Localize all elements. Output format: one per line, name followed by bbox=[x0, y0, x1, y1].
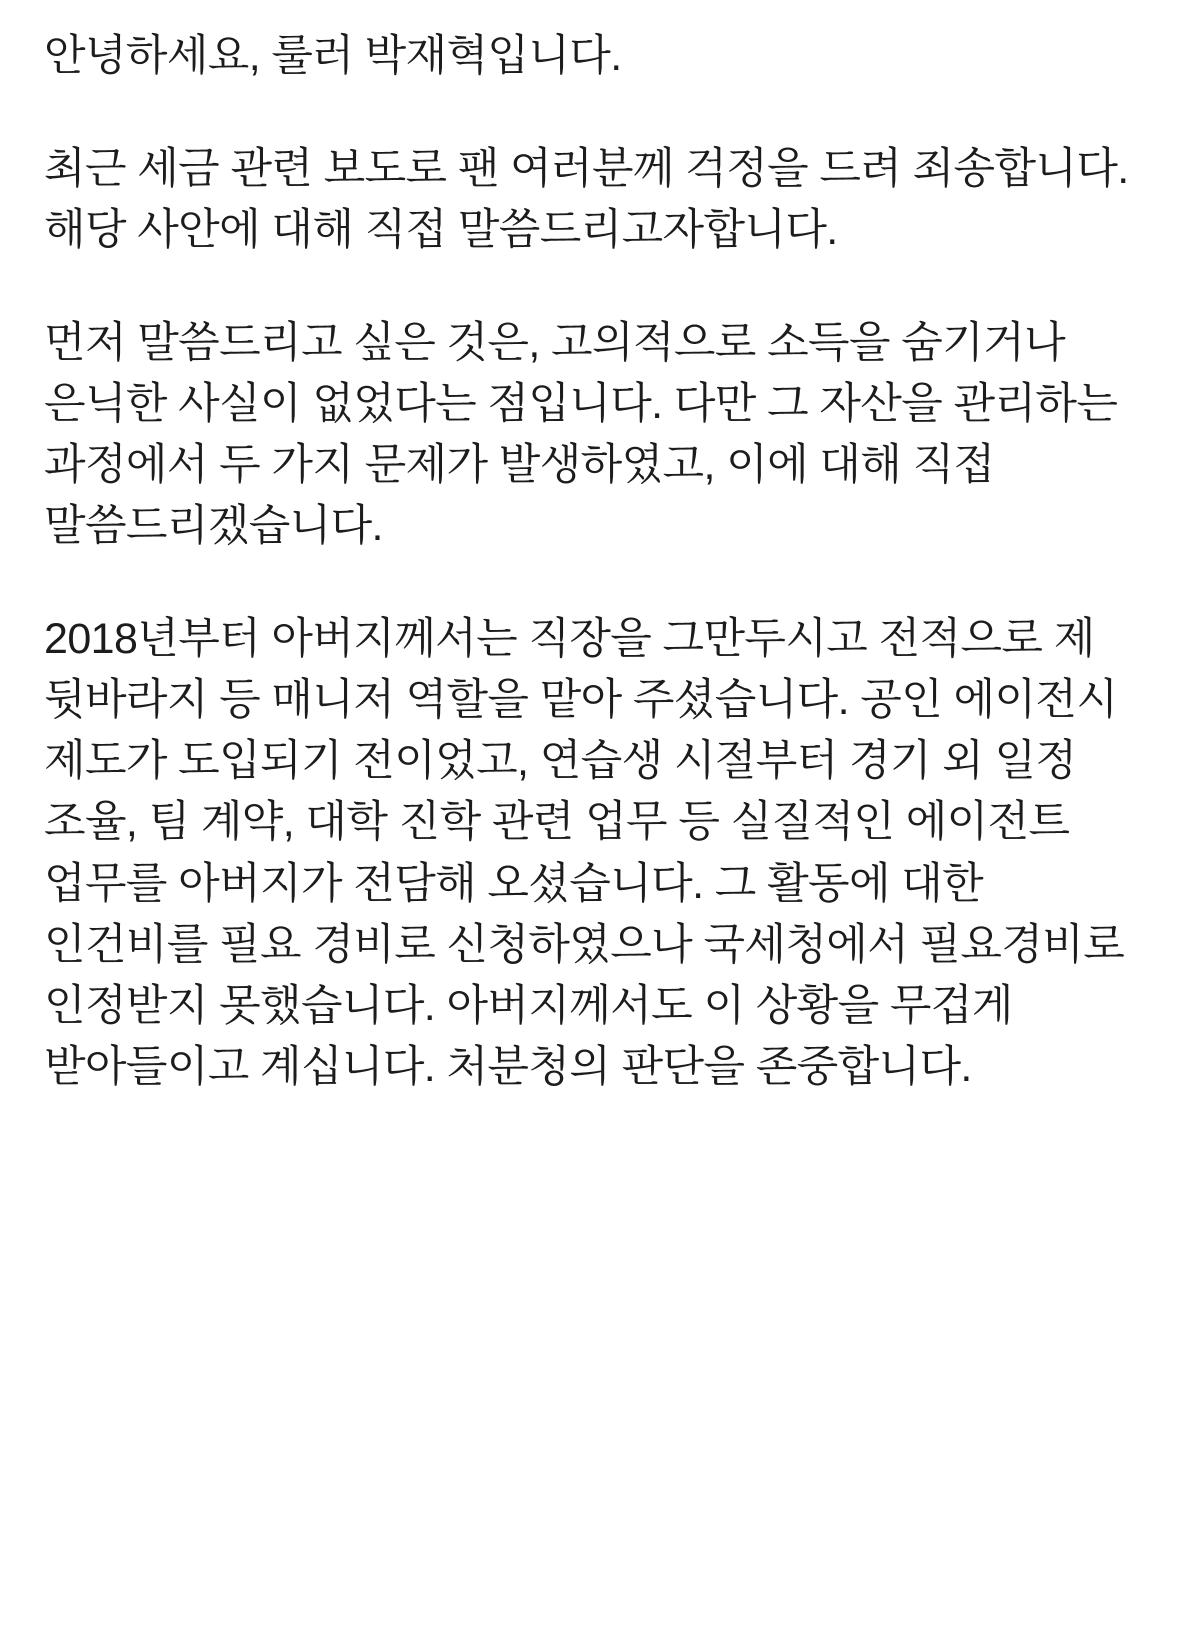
statement-paragraph-3: 먼저 말씀드리고 싶은 것은, 고의적으로 소득을 숨기거나 은닉한 사실이 없었다는 점입니다. 다만 그 자산을 관리하는 과정에서 두 가지 문제가 발생하였고, 이에 대해 직접 말씀드리겠습니다. bbox=[44, 319, 1129, 551]
statement-paragraph-4: 2018년부터 아버지께서는 직장을 그만두시고 전적으로 제 뒷바라지 등 매니저 역할을 맡아 주셨습니다. 공인 에이전시 제도가 도입되기 전이었고, 연습생 시절부터 경기 외 일정 조율, 팀 계약, 대학 진학 관련 업무 등 실질적인 에이전트 업무를 아버지가 전담해 오셨습니다. 그 활동에 대한 인건비를 필요 경비로 신청하였으나 국세청에서 필요경비로 인정받지 못했습니다. 아버지께서도 이 상황을 무겁게 받아들이고 계십니다. 처분청의 판단을 존중합니다. bbox=[44, 615, 1136, 1091]
statement-paragraph-2: 최근 세금 관련 보도로 팬 여러분께 걱정을 드려 죄송합니다. 해당 사안에 대해 직접 말씀드리고자합니다. bbox=[44, 145, 1140, 255]
statement-paragraph-1: 안녕하세요, 룰러 박재혁입니다. bbox=[44, 32, 622, 80]
